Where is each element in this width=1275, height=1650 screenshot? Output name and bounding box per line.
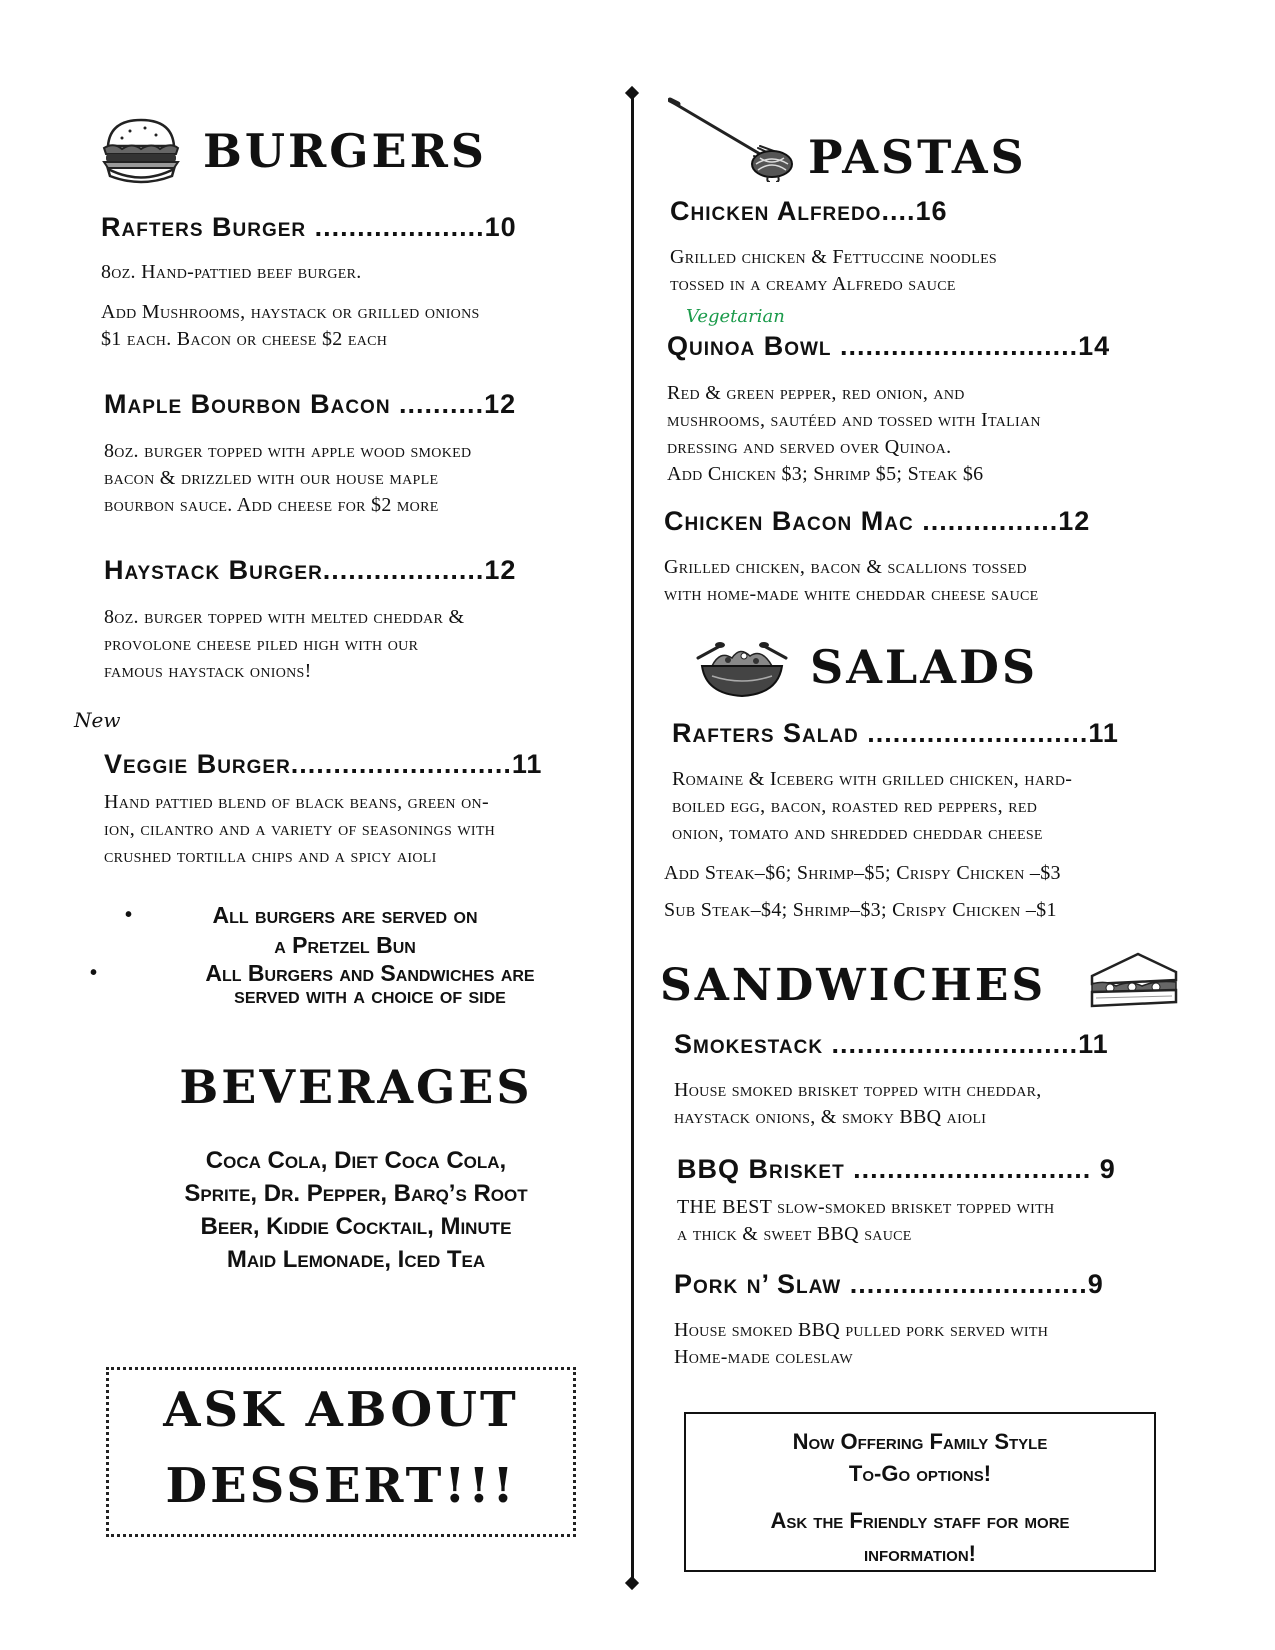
section-title-sandwiches: SANDWICHES [660, 960, 1047, 1011]
note-line: a Pretzel Bun [274, 932, 416, 958]
item-description [670, 244, 997, 298]
addon-line: Sub Steak–$4; Shrimp–$3; Crispy Chicken –$1 [664, 899, 1057, 921]
divider-bottom-ornament [625, 1576, 639, 1590]
callout-line: information! [863, 1541, 977, 1566]
description-line: bourbon sauce. Add cheese for $2 more [104, 494, 439, 516]
item-name: Haystack Burger................... [104, 555, 485, 585]
item-description [104, 789, 495, 870]
description-line: House smoked brisket topped with cheddar, [674, 1079, 1042, 1101]
description-line: Red & green pepper, red onion, and [667, 382, 965, 404]
section-title-burgers: BURGERS [203, 124, 488, 178]
beverage-line: Maid Lemonade, Iced Tea [226, 1246, 486, 1273]
item-name: Chicken Alfredo.... [670, 196, 916, 226]
item-price: 16 [915, 196, 948, 226]
item-name: BBQ Brisket ............................ [677, 1154, 1100, 1184]
callout-line: To-Go options! [848, 1461, 992, 1486]
note-line: served with a choice of side [234, 982, 506, 1008]
description-line: 8oz. Hand-pattied beef burger. [101, 261, 362, 283]
item-description [104, 438, 471, 519]
fork-pasta-icon [668, 96, 802, 182]
menu-item-title [667, 332, 1110, 362]
description-line: onion, tomato and shredded cheddar cheese [672, 822, 1043, 844]
menu-item-title [101, 213, 517, 243]
item-name: Quinoa Bowl ............................ [667, 331, 1079, 361]
salad-bowl-icon [692, 636, 792, 702]
dessert-line: ASK ABOUT [163, 1382, 519, 1438]
description-line: with home-made white cheddar cheese sauce [664, 583, 1039, 605]
item-addons [101, 299, 480, 353]
item-name: Smokestack ............................. [674, 1029, 1079, 1059]
addon-line: Add Mushrooms, haystack or grilled onions [101, 301, 480, 323]
addon-line: $1 each. Bacon or cheese $2 each [101, 328, 388, 350]
menu-item-title [672, 719, 1119, 749]
item-name: Veggie Burger.......................... [104, 749, 512, 779]
description-line: tossed in a creamy Alfredo sauce [670, 273, 956, 295]
description-line: Hand pattied blend of black beans, green on- [104, 791, 489, 813]
description-line: 8oz. burger topped with apple wood smoked [104, 440, 472, 462]
burger-notes [90, 900, 610, 1006]
item-name: Maple Bourbon Bacon .......... [104, 389, 485, 419]
item-description [674, 1317, 1048, 1371]
new-tag: New [74, 708, 121, 732]
note-line: All Burgers and Sandwiches are [205, 960, 535, 986]
callout-line: Now Offering Family Style [792, 1429, 1048, 1454]
item-price: 12 [1058, 506, 1091, 536]
item-price: 12 [484, 389, 517, 419]
callout-paragraph [686, 1426, 1154, 1490]
item-name: Rafters Burger .................... [101, 212, 485, 242]
callout-line: Ask the Friendly staff for more [770, 1508, 1070, 1533]
burger-icon [100, 116, 182, 186]
item-description [664, 554, 1038, 608]
sandwich-icon [1086, 950, 1182, 1016]
beverage-line: Coca Cola, Diet Coca Cola, [205, 1147, 507, 1174]
addon-line: Add Steak–$6; Shrimp–$5; Crispy Chicken –$3 [664, 862, 1061, 884]
description-line: Add Chicken $3; Shrimp $5; Steak $6 [667, 463, 984, 485]
menu-item-title [670, 197, 948, 227]
note-line: All burgers are served on [212, 902, 478, 928]
item-price: 12 [484, 555, 517, 585]
section-title-pastas: PASTAS [808, 130, 1027, 184]
description-line: House smoked BBQ pulled pork served with [674, 1319, 1049, 1341]
beverage-list [100, 1144, 612, 1276]
description-line: provolone cheese piled high with our [104, 633, 419, 655]
item-description [674, 1077, 1042, 1131]
item-name: Pork n’ Slaw ............................ [674, 1269, 1088, 1299]
description-line: haystack onions, & smoky BBQ aioli [674, 1106, 987, 1128]
description-line: Grilled chicken & Fettuccine noodles [670, 246, 998, 268]
item-description [101, 259, 362, 286]
dessert-callout-box [106, 1367, 576, 1537]
menu-item-title [674, 1270, 1104, 1300]
description-line: a thick & sweet BBQ sauce [677, 1223, 912, 1245]
item-price: 10 [484, 212, 517, 242]
item-price: 14 [1078, 331, 1111, 361]
note-item: • All burgers are served on a Pretzel Bun [80, 900, 610, 960]
menu-item-title [677, 1155, 1116, 1185]
item-name: Chicken Bacon Mac ................ [664, 506, 1059, 536]
description-line: Grilled chicken, bacon & scallions tossed [664, 556, 1027, 578]
menu-item-title [104, 750, 542, 780]
description-line: bacon & drizzled with our house maple [104, 467, 439, 489]
section-title-beverages: BEVERAGES [179, 1060, 533, 1114]
vegetarian-tag: Vegetarian [686, 306, 785, 327]
section-title-salads: SALADS [810, 640, 1039, 694]
description-line: 8oz. burger topped with melted cheddar & [104, 606, 465, 628]
family-style-callout-box [684, 1412, 1156, 1572]
item-description [672, 766, 1072, 847]
description-line: mushrooms, sautéed and tossed with Italian [667, 409, 1041, 431]
note-item: • All Burgers and Sandwiches are served with a choice of side [130, 962, 610, 1006]
description-line: boiled egg, bacon, roasted red peppers, red [672, 795, 1038, 817]
dessert-line: DESSERT!!! [165, 1458, 517, 1514]
item-addons [664, 855, 1061, 929]
description-line: ion, cilantro and a variety of seasonings with [104, 818, 496, 840]
menu-item-title [674, 1030, 1109, 1060]
item-description [104, 604, 464, 685]
beverage-line: Sprite, Dr. Pepper, Barq’s Root [184, 1180, 528, 1207]
description-line: dressing and served over Quinoa. [667, 436, 952, 458]
item-price: 11 [1078, 1029, 1109, 1059]
description-line: THE BEST slow-smoked brisket topped with [677, 1196, 1055, 1218]
column-divider [631, 92, 634, 1582]
menu-item-title [664, 507, 1090, 537]
item-name: Rafters Salad .......................... [672, 718, 1089, 748]
item-price: 11 [511, 749, 543, 779]
divider-top-ornament [625, 86, 639, 100]
callout-paragraph [686, 1504, 1154, 1570]
description-line: crushed tortilla chips and a spicy aioli [104, 845, 437, 867]
item-price: 9 [1099, 1154, 1116, 1184]
item-description [677, 1194, 1054, 1248]
menu-item-title [104, 390, 516, 420]
description-line: Home-made coleslaw [674, 1346, 853, 1368]
description-line: Romaine & Iceberg with grilled chicken, hard- [672, 768, 1073, 790]
item-price: 11 [1088, 718, 1119, 748]
item-description [667, 380, 1041, 488]
menu-item-title [104, 556, 516, 586]
description-line: famous haystack onions! [104, 660, 312, 682]
beverage-line: Beer, Kiddie Cocktail, Minute [200, 1213, 512, 1240]
item-price: 9 [1087, 1269, 1104, 1299]
